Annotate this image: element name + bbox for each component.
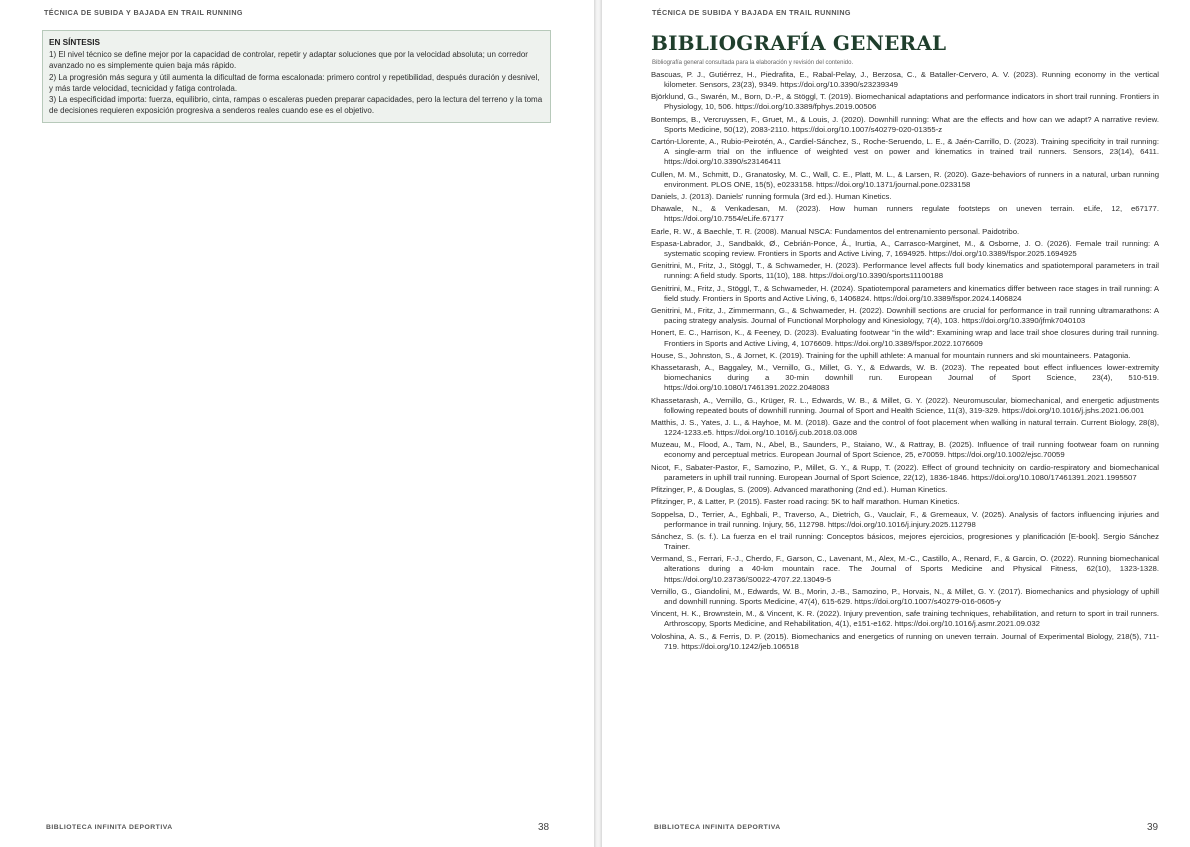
page-gutter [594, 0, 602, 847]
bibliography-entry: Bontemps, B., Vercruyssen, F., Gruet, M., & Louis, J. (2020). Downhill running: What are the effects and how can we adapt? A narrative review. Sports Medicine, 50(12), 2083-2110. https://doi.org/10.1007/s40279-020-01355-z [651, 114, 1159, 134]
bibliography-entry: Genitrini, M., Fritz, J., Zimmermann, G., & Schwameder, H. (2022). Downhill sections are crucial for performance in trail running ultramarathons: A pacing strategy analysis. Journal of Functional Morphology and Kinesiology, 7(4), 103. https://doi.org/10.3390/jfmk7040103 [651, 306, 1159, 326]
summary-point: 1) El nivel técnico se define mejor por la capacidad de controlar, repetir y adaptar soluciones que por la velocidad absoluta; un corredor avanzado no es simplemente quien baja más rápido. [49, 50, 528, 71]
bibliography-entry: Espasa-Labrador, J., Sandbakk, Ø., Cebrián-Ponce, Á., Irurtia, A., Carrasco-Marginet, M., & Osborne, J. O. (2026). Female trail running: A systematic scoping review. Frontiers in Sports and Active Living, 7, 1694925. https://doi.org/10.3389/fspor.2025.1694925 [651, 238, 1159, 258]
bibliography-entry: Vincent, H. K., Brownstein, M., & Vincent, K. R. (2022). Injury prevention, safe training techniques, rehabilitation, and return to sport in trail runners. Arthroscopy, Sports Medicine, and Rehabilitation, 4(1), e151-e162. https://doi.org/10.1016/j.asmr.2021.09.032 [651, 609, 1159, 629]
running-head: TÉCNICA DE SUBIDA Y BAJADA EN TRAIL RUNNING [44, 8, 243, 17]
bibliography-entry: Pfitzinger, P., & Latter, P. (2015). Faster road racing: 5K to half marathon. Human Kinetics. [651, 497, 960, 507]
bibliography-entry: Björklund, G., Swarén, M., Born, D.-P., & Stöggl, T. (2019). Biomechanical adaptations and performance indicators in short trail running. Frontiers in Physiology, 10, 506. https://doi.org/10.3389/fphys.2019.00506 [651, 92, 1159, 112]
page-number: 39 [1147, 822, 1159, 833]
bibliography-entry: Genitrini, M., Fritz, J., Stöggl, T., & Schwameder, H. (2024). Spatiotemporal parameters and kinematics differ between race stages in trail running: A field study. Frontiers in Sports and Active Living, 6, 1406824. https://doi.org/10.3389/fspor.2024.1406824 [651, 283, 1159, 303]
bibliography-entry: Pfitzinger, P., & Douglas, S. (2009). Advanced marathoning (2nd ed.). Human Kinetics. [651, 485, 948, 495]
bibliography-entry: House, S., Johnston, S., & Jornet, K. (2019). Training for the uphill athlete: A manual for mountain runners and ski mountaineers. Patagonia. [651, 350, 1131, 360]
bibliography-entry: Khassetarash, A., Baggaley, M., Vernillo, G., Millet, G. Y., & Edwards, W. B. (2023). The repeated bout effect influences lower-extremity biomechanics during a 30-min downhill run. European Journal of Sport Science, 23(4), 510-519. https://doi.org/10.1080/17461391.2022.2048083 [651, 363, 1159, 393]
bibliography-entry: Dhawale, N., & Venkadesan, M. (2023). How human runners regulate footsteps on uneven terrain. eLife, 12, e67177. https://doi.org/10.7554/eLife.67177 [651, 204, 1159, 224]
running-head: TÉCNICA DE SUBIDA Y BAJADA EN TRAIL RUNNING [652, 8, 851, 17]
bibliography-entry: Voloshina, A. S., & Ferris, D. P. (2015). Biomechanics and energetics of running on uneven terrain. Journal of Experimental Biology, 218(5), 711-719. https://doi.org/10.1242/jeb.106518 [651, 631, 1159, 651]
summary-point: 3) La especificidad importa: fuerza, equilibrio, cinta, rampas o escaleras pueden preparar capacidades, pero la lectura del terreno y la toma de decisiones requieren exposición progresiva a senderos reales cuando ese es el objetivo. [49, 95, 543, 116]
footer-label: BIBLIOTECA INFINITA DEPORTIVA [46, 824, 173, 831]
bibliography-entry: Sánchez, S. (s. f.). La fuerza en el trail running: Conceptos básicos, mejores ejercicios, progresiones y planificación [E-book]. Sergio Sánchez Trainer. [651, 531, 1159, 552]
summary-title: EN SÍNTESIS [49, 38, 100, 47]
bibliography-list [651, 70, 1159, 654]
bibliography-entry: Bascuas, P. J., Gutiérrez, H., Piedrafita, E., Rabal-Pelay, J., Berzosa, C., & Bataller-Cervero, A. V. (2023). Running economy in the vertical kilometer. Sensors, 23(23), 9349. https://doi.org/10.3390/s23239349 [651, 70, 1159, 90]
bibliography-entry: Genitrini, M., Fritz, J., Stöggl, T., & Schwameder, H. (2023). Performance level affects full body kinematics and spatiotemporal parameters in trail running: A field study. Sports, 11(10), 188. https://doi.org/10.3390/sports11100188 [651, 261, 1159, 281]
bibliography-entry: Cartón-Llorente, A., Rubio-Peirotén, A., Cardiel-Sánchez, S., Roche-Seruendo, L. E., & Jaén-Carrillo, D. (2023). Training specificity in trail running: A single-arm trial on the influence of weighted vest on power and kinematics in trained trail runners. Sensors, 23(14), 6411. https://doi.org/10.3390/s23146411 [651, 137, 1159, 167]
bibliography-entry: Vernillo, G., Giandolini, M., Edwards, W. B., Morin, J.-B., Samozino, P., Horvais, N., & Millet, G. Y. (2017). Biomechanics and physiology of uphill and downhill running. Sports Medicine, 47(4), 615-629. https://doi.org/10.1007/s40279-016-0605-y [651, 586, 1159, 606]
bibliography-entry: Nicot, F., Sabater-Pastor, F., Samozino, P., Millet, G. Y., & Rupp, T. (2022). Effect of ground technicity on cardio-respiratory and biomechanical parameters in uphill trail running. European Journal of Sport Science, 22(12), 1836-1846. https://doi.org/10.1080/17461391.2021.1995507 [651, 462, 1159, 482]
bibliography-entry: Vermand, S., Ferrari, F.-J., Cherdo, F., Garson, C., Lavenant, M., Alex, M.-C., Castillo, A., Renard, F., & Garcin, O. (2022). Running biomechanical alterations during a 40-km mountain race. The Journal of Sports Medicine and Physical Fitness, 62(10), 1323-1328. https://doi.org/10.23736/S0022-4707.22.13049-5 [651, 554, 1159, 584]
right-page [602, 0, 1190, 847]
bibliography-entry: Cullen, M. M., Schmitt, D., Granatosky, M. C., Wall, C. E., Platt, M. L., & Larsen, R. (2020). Gaze-behaviors of runners in a natural, urban running environment. PLOS ONE, 15(5), e0233158. https://doi.org/10.1371/journal.pone.0233158 [651, 169, 1159, 189]
bibliography-entry: Matthis, J. S., Yates, J. L., & Hayhoe, M. M. (2018). Gaze and the control of foot placement when walking in natural terrain. Current Biology, 28(8), 1224-1233.e5. https://doi.org/10.1016/j.cub.2018.03.008 [651, 417, 1159, 437]
bibliography-entry: Honert, E. C., Harrison, K., & Feeney, D. (2023). Evaluating footwear “in the wild”: Examining wrap and lace trail shoe closures during trail running. Frontiers in Sports and Active Living, 4, 1076609. https://doi.org/10.3389/fspor.2022.1076609 [651, 328, 1159, 348]
bibliography-entry: Soppelsa, D., Terrier, A., Eghbali, P., Traverso, A., Dietrich, G., Vauclair, F., & Gremeaux, V. (2025). Analysis of factors influencing injuries and performance in trail running. Injury, 56, 112798. https://doi.org/10.1016/j.injury.2025.112798 [651, 509, 1159, 529]
bibliography-entry: Muzeau, M., Flood, A., Tam, N., Abel, B., Saunders, P., Staiano, W., & Rattray, B. (2025). Influence of trail running footwear foam on running economy and perceptual metrics. European Journal of Sport Science, 25, e70059. https://doi.org/10.1002/ejsc.70059 [651, 440, 1159, 460]
summary-box [42, 30, 551, 123]
footer-label: BIBLIOTECA INFINITA DEPORTIVA [654, 824, 781, 831]
bibliography-entry: Earle, R. W., & Baechle, T. R. (2008). Manual NSCA: Fundamentos del entrenamiento personal. Paidotribo. [651, 226, 1020, 236]
section-subtitle: Bibliografía general consultada para la elaboración y revisión del contenido. [652, 60, 854, 66]
section-title: BIBLIOGRAFÍA GENERAL [651, 31, 947, 55]
left-page [0, 0, 594, 847]
summary-point: 2) La progresión más segura y útil aumenta la dificultad de forma escalonada: primero control y repetibilidad, después duración y desnivel, y más tarde velocidad, tecnicidad y fatiga controlada. [49, 72, 540, 93]
page-number: 38 [538, 822, 550, 833]
bibliography-entry: Khassetarash, A., Vernillo, G., Krüger, R. L., Edwards, W. B., & Millet, G. Y. (2022). Neuromuscular, biomechanical, and energetic adjustments following repeated bouts of downhill running. Journal of Sport and Health Science, 11(3), 319-329. https://doi.org/10.1016/j.jshs.2021.06.001 [651, 395, 1159, 415]
bibliography-entry: Daniels, J. (2013). Daniels' running formula (3rd ed.). Human Kinetics. [651, 191, 892, 201]
